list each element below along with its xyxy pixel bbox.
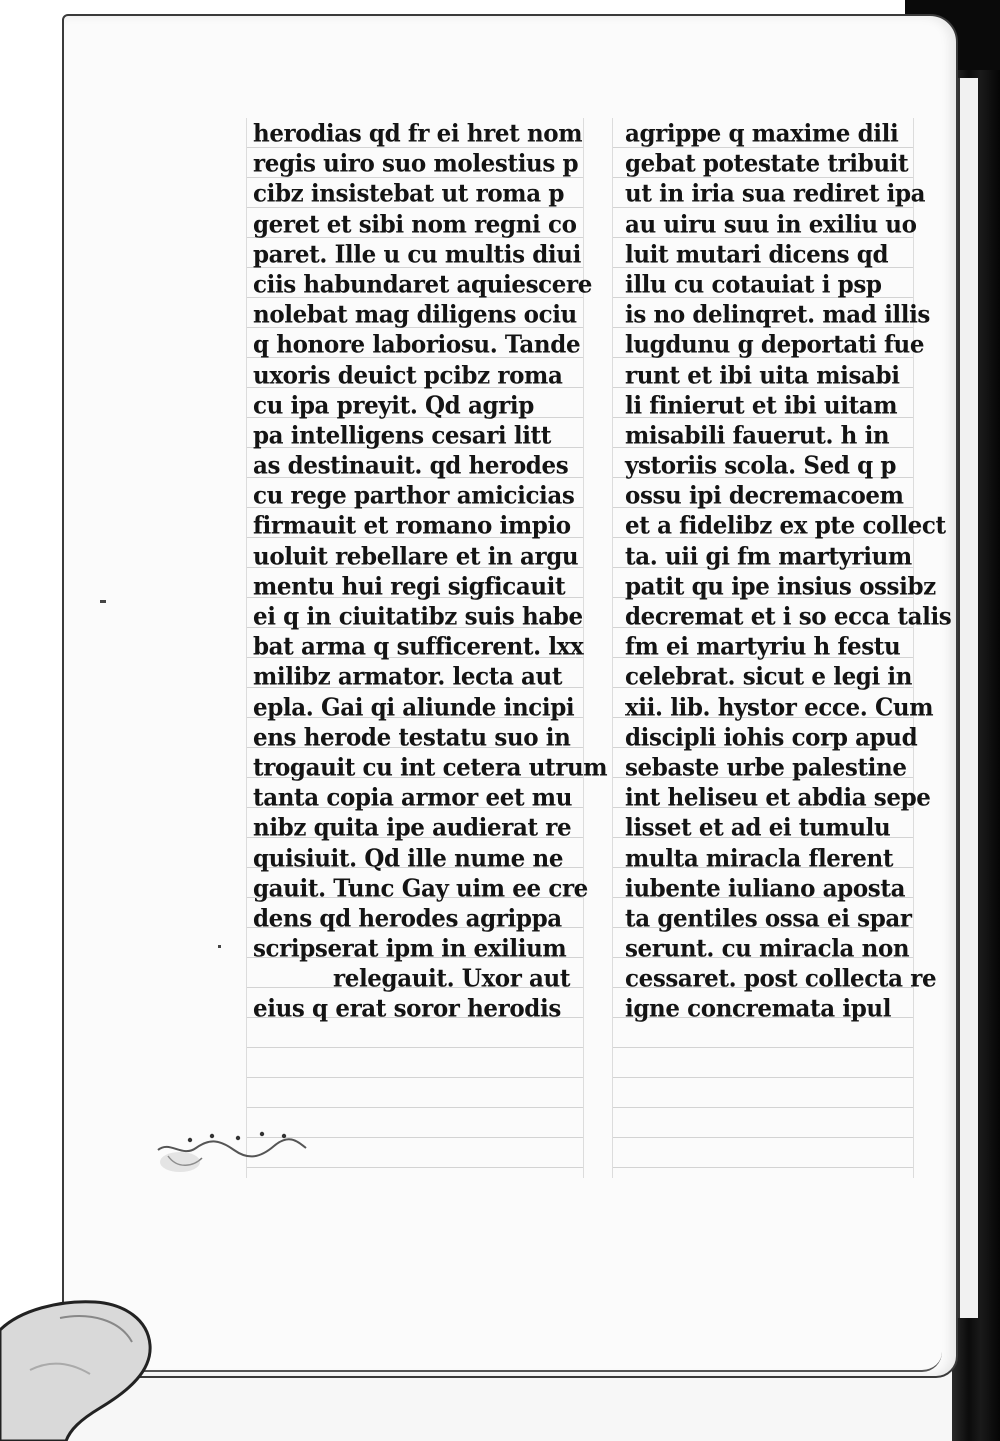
text-line: ossu ipi decremacoem (625, 481, 904, 510)
text-line: decremat et i so ecca talis (625, 602, 952, 631)
text-line: nolebat mag diligens ociu (253, 300, 577, 329)
text-line: misabili fauerut. h in (625, 421, 890, 450)
text-line: bat arma q sufficerent. lxx (253, 632, 584, 661)
text-line: gauit. Tunc Gay uim ee cre (253, 874, 588, 903)
text-line: iubente iuliano aposta (625, 874, 906, 903)
right-text-column (612, 118, 952, 1178)
text-line: is no delinqret. mad illis (625, 300, 930, 329)
text-line: et a fidelibz ex pte collect (625, 511, 946, 541)
text-line: luit mutari dicens qd (625, 240, 889, 269)
text-line: agrippe q maxime dili (625, 119, 899, 148)
text-line: uoluit rebellare et in argu (253, 541, 579, 571)
text-line: lugdunu g deportati fue (625, 330, 925, 360)
text-line: eius q erat soror herodis (253, 994, 561, 1024)
text-line: ciis habundaret aquiescere (253, 270, 592, 299)
text-line: scripserat ipm in exilium (253, 934, 567, 963)
text-line: sebaste urbe palestine (625, 753, 907, 782)
text-line: trogauit cu int cetera utrum (253, 753, 608, 782)
thumb-holding-page (0, 1290, 160, 1441)
text-line: celebrat. sicut e legi in (625, 662, 913, 692)
text-line: firmauit et romano impio (253, 511, 571, 541)
text-line: cibz insistebat ut roma p (253, 179, 565, 209)
text-line: mentu hui regi sigficauit (253, 572, 566, 601)
text-line: au uiru suu in exiliu uo (625, 209, 917, 239)
text-line: illu cu cotauiat i psp (625, 270, 882, 299)
text-line: ens herode testatu suo in (253, 723, 571, 752)
text-line: igne concremata ipul (625, 994, 892, 1024)
text-line: geret et sibi nom regni co (253, 209, 577, 239)
text-line: cessaret. post collecta re (625, 964, 937, 993)
left-text-column (246, 118, 608, 1178)
text-line: milibz armator. lecta aut (253, 662, 563, 692)
marginal-flourish-decoration (150, 1110, 310, 1180)
ink-speck (218, 945, 221, 948)
text-line: li finierut et ibi uitam (625, 391, 898, 420)
text-line: epla. Gai qi aliunde incipi (253, 692, 575, 722)
text-line: cu ipa preyit. Qd agrip (253, 391, 534, 420)
text-line: gebat potestate tribuit (625, 149, 909, 178)
text-line: as destinauit. qd herodes (253, 451, 569, 480)
text-line: uxoris deuict pcibz roma (253, 360, 563, 390)
text-line: xii. lib. hystor ecce. Cum (625, 692, 934, 722)
text-line: regis uiro suo molestius p (253, 149, 579, 178)
text-line: ta gentiles ossa ei spar (625, 904, 912, 933)
text-line: nibz quita ipe audierat re (253, 813, 572, 843)
text-line: int heliseu et abdia sepe (625, 783, 931, 812)
text-line: ystoriis scola. Sed q p (625, 451, 897, 480)
page-lower-edge (62, 1330, 942, 1372)
text-line: patit qu ipe insius ossibz (625, 572, 936, 601)
text-line: tanta copia armor eet mu (253, 783, 573, 812)
text-line: discipli iohis corp apud (625, 723, 918, 752)
text-line: ei q in ciuitatibz suis habe (253, 602, 583, 631)
text-line: runt et ibi uita misabi (625, 360, 900, 390)
text-line: ut in iria sua rediret ipa (625, 179, 926, 209)
text-line: herodias qd fr ei hret nom (253, 119, 583, 148)
text-line: lisset et ad ei tumulu (625, 813, 891, 843)
text-line: pa intelligens cesari litt (253, 421, 551, 450)
text-line: fm ei martyriu h festu (625, 632, 901, 661)
text-line: quisiuit. Qd ille nume ne (253, 843, 564, 873)
text-line: dens qd herodes agrippa (253, 904, 562, 933)
text-line: serunt. cu miracla non (625, 934, 910, 963)
text-line: cu rege parthor amicicias (253, 481, 575, 510)
text-line: q honore laboriosu. Tande (253, 330, 581, 360)
ink-speck (100, 600, 106, 603)
text-line: ta. uii gi fm martyrium (625, 541, 912, 571)
text-line: paret. Ille u cu multis diui (253, 240, 581, 269)
adjacent-page-edge (958, 78, 978, 1318)
text-line: multa miracla flerent (625, 843, 894, 873)
text-line: relegauit. Uxor aut (333, 964, 571, 993)
